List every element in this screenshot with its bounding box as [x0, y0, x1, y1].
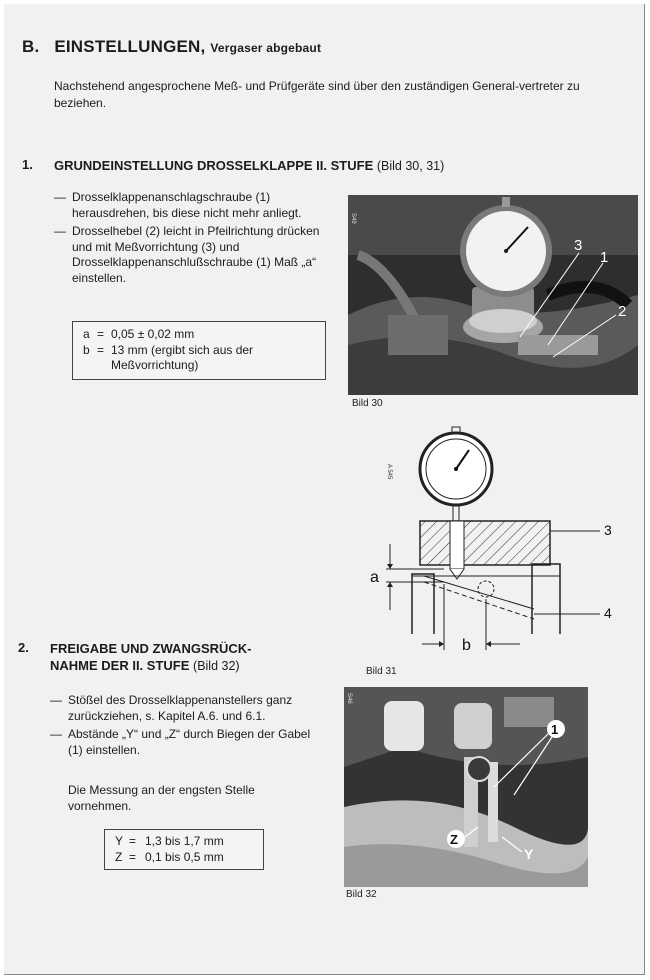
- section2-number: 2.: [18, 640, 29, 655]
- section1-step-2: — Drosselhebel (2) leicht in Pfeilrichtung drücken und mit Meßvorrichtung (3) und Drosselklappenanschlußschraube (1) Maß „a“ einstellen.: [54, 224, 324, 286]
- bild32-label-1: 1: [551, 722, 559, 737]
- heading-title: EINSTELLUNGEN,: [54, 37, 206, 56]
- section1-title: [54, 157, 614, 175]
- bild31-side-code: A 545: [386, 464, 392, 480]
- spec-eq: =: [129, 834, 137, 848]
- heading-letter: B.: [22, 37, 40, 56]
- spec-value: 0,1 bis 0,5 mm: [145, 849, 224, 864]
- section1-figure-ref: (Bild 30, 31): [376, 159, 445, 173]
- section1-steps: [54, 190, 324, 289]
- bild31-label-4: 4: [604, 605, 612, 621]
- bild32-side-code: S46: [346, 693, 352, 704]
- intro-paragraph: Nachstehend angesprochene Meß- und Prüfgeräte sind über den zuständigen General-vertreter zu beziehen.: [54, 79, 580, 110]
- bild31-label-b: b: [462, 637, 471, 654]
- section2-spec-box: [104, 829, 264, 870]
- spec-eq: =: [97, 342, 105, 357]
- spec-eq: =: [129, 849, 137, 864]
- bild30-caption: Bild 30: [352, 398, 383, 409]
- bild30-label-3: 3: [574, 237, 583, 254]
- heading-subtitle: Vergaser abgebaut: [210, 41, 322, 55]
- bild31-label-3: 3: [604, 522, 612, 538]
- bild31-label-a: a: [370, 569, 379, 586]
- spec-row-y: [115, 834, 224, 850]
- spec-value: 13 mm (ergibt sich aus der Meßvorrichtung): [111, 342, 254, 372]
- section2-steps: [50, 693, 322, 761]
- spec-value: 0,05 ± 0,02 mm: [111, 327, 195, 341]
- main-heading: [22, 37, 321, 57]
- bild32-label-y: Y: [524, 846, 534, 862]
- section2-figure-ref: (Bild 32): [193, 659, 240, 673]
- spec-key: a: [83, 327, 90, 341]
- spec-eq: =: [97, 327, 105, 341]
- section1-title-text: GRUNDEINSTELLUNG DROSSELKLAPPE II. STUFE: [54, 158, 374, 173]
- spec-key: b: [83, 342, 90, 357]
- spec-row-a: [83, 327, 315, 343]
- spec-key: Z: [115, 849, 123, 864]
- bild30-photo: [348, 195, 638, 395]
- spec-row-z: [115, 850, 224, 866]
- section2-title-line2: NAHME DER II. STUFE: [50, 658, 190, 673]
- manual-page: [4, 4, 645, 975]
- spec-value: 1,3 bis 1,7 mm: [145, 834, 224, 848]
- bild31-diagram: [364, 424, 644, 660]
- section1-number: 1.: [22, 157, 33, 172]
- bild31-caption: Bild 31: [366, 666, 397, 677]
- spec-row-b: [83, 343, 315, 374]
- bild32-caption: Bild 32: [346, 889, 377, 900]
- bild32-label-z: Z: [450, 832, 458, 847]
- bild30-label-2: 2: [618, 303, 627, 320]
- section2-step-1: — Stößel des Drosselklappenanstellers ganz zurückziehen, s. Kapitel A.6. und 6.1.: [50, 693, 322, 724]
- bild30-side-code: S49: [350, 213, 356, 224]
- bild32-photo: [344, 687, 588, 887]
- spec-key: Y: [115, 834, 124, 848]
- section2-title: [50, 640, 340, 675]
- section2-step-2: — Abstände „Y“ und „Z“ durch Biegen der Gabel (1) einstellen.: [50, 727, 322, 758]
- section2-note: Die Messung an der engsten Stelle vornehmen.: [68, 783, 255, 813]
- section1-step-1: — Drosselklappenanschlagschraube (1) herausdrehen, bis diese nicht mehr anliegt.: [54, 190, 324, 221]
- section1-spec-box: [72, 321, 326, 380]
- bild30-label-1: 1: [600, 249, 609, 266]
- section2-title-line1: FREIGABE UND ZWANGSRÜCK-: [50, 641, 252, 656]
